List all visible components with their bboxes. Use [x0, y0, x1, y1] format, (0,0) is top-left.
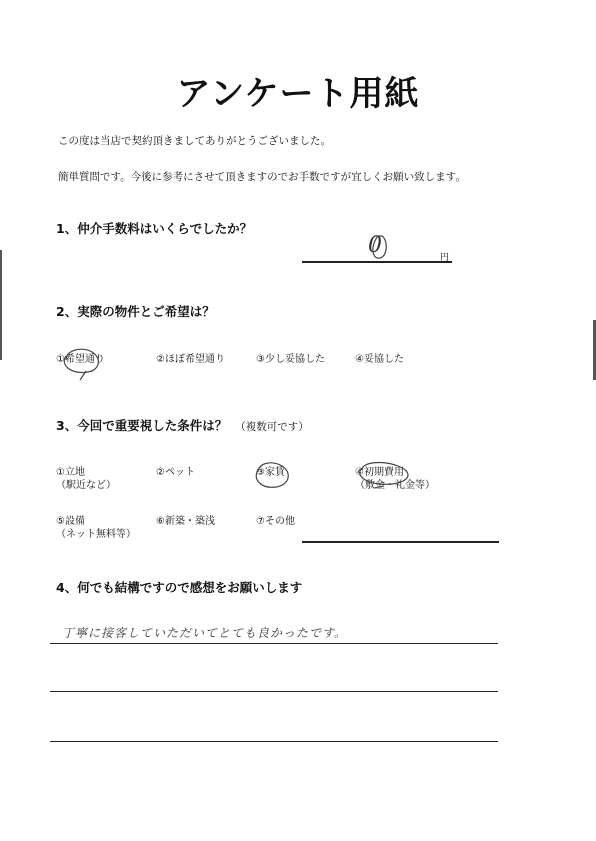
intro-line-2: 簡単質問です。今後に参考にさせて頂きますのでお手数ですが宜しくお願い致します。 [58, 171, 466, 183]
question-3-note: （複数可です） [235, 421, 309, 433]
question-3-text: 3、今回で重要視した条件は？ [56, 418, 228, 433]
q3-option-6-label: ⑥新築・築浅 [156, 516, 215, 527]
q3-option-4-sub: （敷金・礼金等） [355, 480, 435, 491]
question-1-label: 1、仲介手数料はいくらでしたか？ [56, 221, 253, 236]
q3-selection-circle-rent [256, 463, 288, 487]
q3-option-3-label: ③家賃 [256, 467, 285, 478]
q3-selection-circle-initial-cost [360, 463, 408, 485]
q3-option-5-label: ⑤設備 [56, 516, 85, 527]
intro-line-1: この度は当店で契約頂きましてありがとうございました。 [58, 135, 331, 147]
q2-option-3[interactable]: ③少し妥協した [256, 354, 325, 365]
q2-option-2[interactable]: ②ほぼ希望通り [156, 354, 225, 365]
q2-option-1[interactable]: ①希望通り [56, 354, 105, 365]
page-title: アンケート用紙 [176, 74, 420, 114]
q1-answer-zero-stroke [373, 236, 386, 258]
question-4-label: 4、何でも結構ですので感想をお願いします [56, 580, 303, 595]
q3-option-1-sub: （駅近など） [56, 480, 116, 491]
q3-option-5-sub: （ネット無料等） [56, 529, 136, 540]
q3-option-7-label: ⑦その他 [256, 516, 295, 527]
q2-option-4[interactable]: ④妥協した [355, 354, 404, 365]
q1-unit: 円 [440, 253, 450, 263]
q3-option-1-label: ①立地 [56, 467, 85, 478]
q4-answer[interactable]: 丁寧に接客していただいてとても良かったです。 [62, 626, 348, 640]
q2-selection-circle [64, 349, 98, 380]
q3-option-2-label: ②ペット [156, 467, 195, 478]
question-2-label: 2、実際の物件とご希望は？ [56, 304, 215, 319]
q3-option-4-label: ④初期費用 [355, 467, 404, 478]
q1-answer[interactable]: 0 [368, 233, 382, 258]
q3-selection-tick-deposit [374, 486, 384, 488]
